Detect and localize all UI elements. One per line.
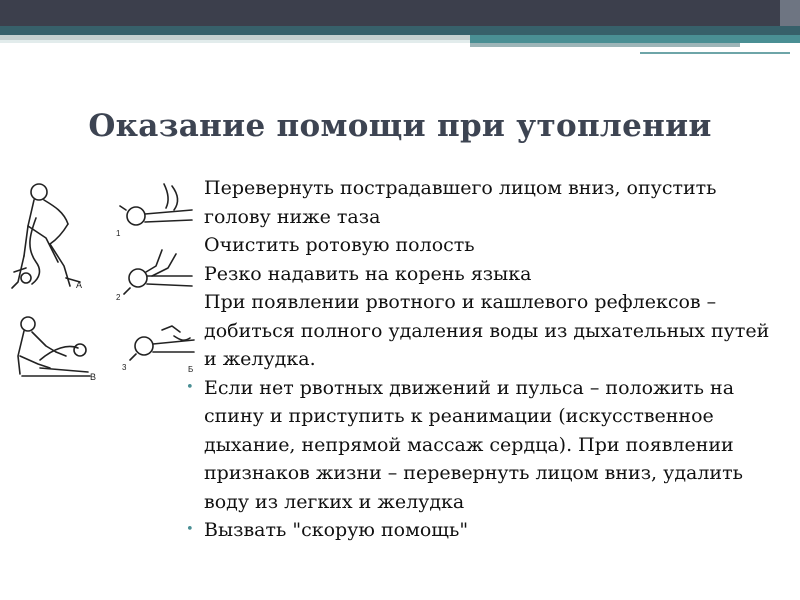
illustration-v [10, 312, 100, 384]
list-item-text: При появлении рвотного и кашлевого рефлексов – добиться полного удаления воды из дыхательных путей и желудка. [204, 291, 770, 370]
label-3: 3 [122, 363, 127, 372]
bullet-marker: • [186, 379, 194, 395]
header-stripe-mint [0, 40, 470, 43]
label-1: 1 [116, 229, 121, 238]
list-item [186, 288, 786, 374]
slide-title: Оказание помощи при утоплении [88, 108, 712, 144]
list-item-text: Вызвать "скорую помощь" [204, 519, 469, 541]
header-stripe-teal [470, 35, 800, 43]
label-2: 2 [116, 293, 121, 302]
illustration-2 [112, 246, 197, 302]
header-bar-edge [780, 0, 800, 26]
header-stripe-dark [0, 26, 800, 35]
list-item [186, 231, 786, 260]
list-item [186, 260, 786, 289]
header-stripe-grey [470, 43, 740, 47]
label-v: В [90, 372, 97, 382]
list-item [186, 374, 786, 517]
list-item [186, 516, 786, 545]
list-item-text: Резко надавить на корень языка [204, 262, 532, 285]
illustration-1 [112, 180, 197, 240]
header-bar [0, 0, 780, 26]
bullet-marker: • [186, 522, 194, 537]
label-b: Б [188, 365, 194, 374]
list-item-text: Очистить ротовую полость [204, 234, 475, 256]
list-item-text: Если нет рвотных движений и пульса – положить на спину и приступить к реанимации (искусственное дыхание, непрямой массаж сердца). При появлении признаков жизни – перевернуть лицом вниз, удалить воду из легких и желудка [204, 376, 743, 513]
list-item [186, 174, 786, 231]
label-a: А [76, 280, 83, 290]
bullet-list [186, 174, 786, 545]
header-stripe-thin [640, 52, 790, 54]
illustration-a [6, 178, 96, 294]
list-item-text: Перевернуть пострадавшего лицом вниз, опустить голову ниже таза [204, 177, 717, 228]
